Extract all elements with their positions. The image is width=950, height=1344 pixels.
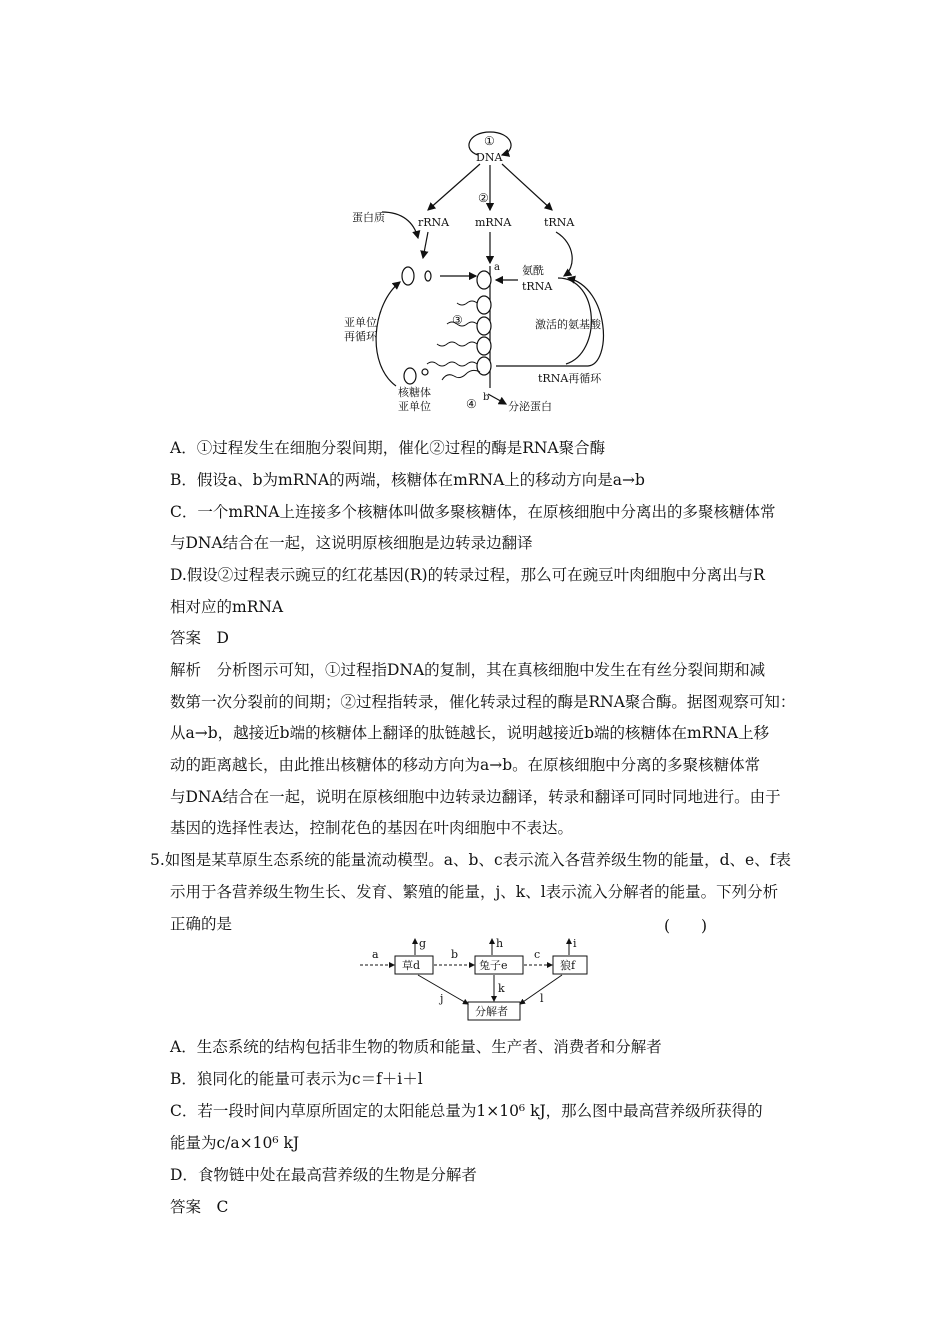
q5-stem-line: 正确的是 — [170, 915, 233, 933]
decomposer-label: 分解者 — [475, 1005, 508, 1018]
subunit-recycle-label-line1: 亚单位 — [344, 316, 377, 329]
flow-l-label: l — [540, 992, 544, 1005]
protein-to-ribosome-arrow — [382, 212, 418, 238]
peptide-chain — [437, 342, 477, 346]
flow-c-label: c — [534, 948, 541, 961]
flow-i-label: i — [573, 937, 577, 950]
q5-stem-line: 5.如图是某草原生态系统的能量流动模型。a、b、c表示流入各营养级生物的能量，d、e、f表 — [150, 851, 791, 869]
mrna-label: mRNA — [475, 216, 512, 229]
flow-h-label: h — [496, 937, 504, 950]
ribosome-subunit-label-line2: 亚单位 — [398, 400, 431, 413]
flow-a-label: a — [372, 948, 379, 961]
ribosome — [477, 271, 491, 289]
q5-option-a: A．生态系统的结构包括非生物的物质和能量、生产者、消费者和分解者 — [170, 1038, 662, 1056]
q5-answer: 答案 C — [170, 1198, 229, 1216]
subunit-recycle-arrow — [376, 282, 400, 386]
flow-g-label: g — [419, 937, 427, 950]
q4-analysis-line: 与DNA结合在一起，说明在原核细胞中边转录边翻译，转录和翻译可同时同地进行。由于 — [170, 788, 781, 806]
answer-bracket: ( ) — [664, 917, 708, 935]
flow-b-label: b — [451, 948, 459, 961]
released-peptide — [442, 370, 480, 380]
ribosome — [477, 357, 491, 375]
circle-1-label: ① — [484, 134, 495, 148]
ribosome — [477, 317, 491, 335]
circle-2-label: ② — [478, 191, 489, 205]
end-b-label: b — [483, 392, 490, 403]
q4-analysis-line: 动的距离越长，由此推出核糖体的移动方向为a→b。在原核细胞中分离的多聚核糖体常 — [170, 756, 761, 774]
rabbit-label: 兔子e — [479, 959, 508, 972]
q5-option-d: D．食物链中处在最高营养级的生物是分解者 — [170, 1166, 477, 1184]
grass-label: 草d — [402, 959, 421, 972]
trna-label: tRNA — [544, 216, 575, 229]
q5-stem-line: 示用于各营养级生物生长、发育、繁殖的能量，j、k、l表示流入分解者的能量。下列分析 — [170, 883, 779, 901]
translation-diagram — [330, 128, 630, 418]
released-subunit — [404, 368, 416, 384]
secreted-protein-label: 分泌蛋白 — [508, 400, 552, 413]
q4-option-a: A．①过程发生在细胞分裂间期，催化②过程的酶是RNA聚合酶 — [170, 439, 606, 457]
q4-analysis-line: 数第一次分裂前的间期；②过程指转录，催化转录过程的酶是RNA聚合酶。据图观察可知： — [170, 693, 796, 711]
protein-label: 蛋白质 — [352, 211, 385, 224]
q4-answer: 答案 D — [170, 629, 229, 647]
q5-option-c-cont: 能量为c/a×10⁶ kJ — [170, 1134, 300, 1152]
small-subunit — [425, 271, 431, 281]
q4-option-c-cont: 与DNA结合在一起，这说明原核细胞是边转录边翻译 — [170, 534, 533, 552]
ribosome — [477, 337, 491, 355]
rrna-to-subunit-arrow — [423, 232, 428, 258]
ribosome-subunit-label-line1: 核糖体 — [398, 386, 431, 399]
wolf-label: 狼f — [560, 959, 576, 972]
q4-option-d: D.假设②过程表示豌豆的红花基因(R)的转录过程，那么可在豌豆叶肉细胞中分离出与R — [170, 566, 765, 584]
aminoacyl-label-line1: 氨酰 — [522, 264, 544, 277]
q5-option-b: B．狼同化的能量可表示为c＝f＋i＋l — [170, 1070, 423, 1088]
aminoacyl-label-line2: tRNA — [522, 280, 553, 293]
q4-option-d-cont: 相对应的mRNA — [170, 598, 284, 616]
end-a-label: a — [494, 262, 500, 273]
q4-analysis-line: 解析 分析图示可知，①过程指DNA的复制，其在真核细胞中发生在有丝分裂间期和减 — [170, 661, 766, 679]
dna-to-trna-arrow — [502, 164, 552, 210]
energy-flow-diagram — [358, 934, 598, 1026]
circle-3-label: ③ — [452, 313, 463, 327]
q4-analysis-line: 基因的选择性表达，控制花色的基因在叶肉细胞中不表达。 — [170, 819, 574, 837]
peptide-chain — [427, 362, 477, 366]
dna-to-rrna-arrow — [428, 164, 480, 210]
q4-option-b: B．假设a、b为mRNA的两端，核糖体在mRNA上的移动方向是a→b — [170, 471, 645, 489]
released-small-subunit — [422, 369, 428, 375]
peptide-chain — [457, 301, 477, 305]
dna-label: DNA — [476, 151, 503, 164]
rrna-label: rRNA — [418, 216, 450, 229]
large-subunit — [402, 267, 414, 285]
q4-analysis-line: 从a→b，越接近b端的核糖体上翻译的肽链越长，说明越接近b端的核糖体在mRNA上移 — [170, 724, 770, 742]
flow-j-label: j — [440, 992, 444, 1005]
activated-aa-label: 激活的氨基酸 — [535, 318, 601, 331]
subunit-recycle-label-line2: 再循环 — [344, 330, 377, 343]
secretion-arrow — [488, 394, 506, 404]
trna-recycle-label: tRNA再循环 — [538, 372, 602, 385]
trna-to-aminoacyl-arrow — [556, 232, 572, 276]
circle-4-label: ④ — [466, 397, 477, 411]
flow-k-label: k — [498, 982, 505, 995]
ribosome — [477, 296, 491, 314]
q4-option-c: C．一个mRNA上连接多个核糖体叫做多聚核糖体，在原核细胞中分离出的多聚核糖体常 — [170, 503, 776, 521]
q5-option-c: C．若一段时间内草原所固定的太阳能总量为1×10⁶ kJ，那么图中最高营养级所获得的 — [170, 1102, 763, 1120]
